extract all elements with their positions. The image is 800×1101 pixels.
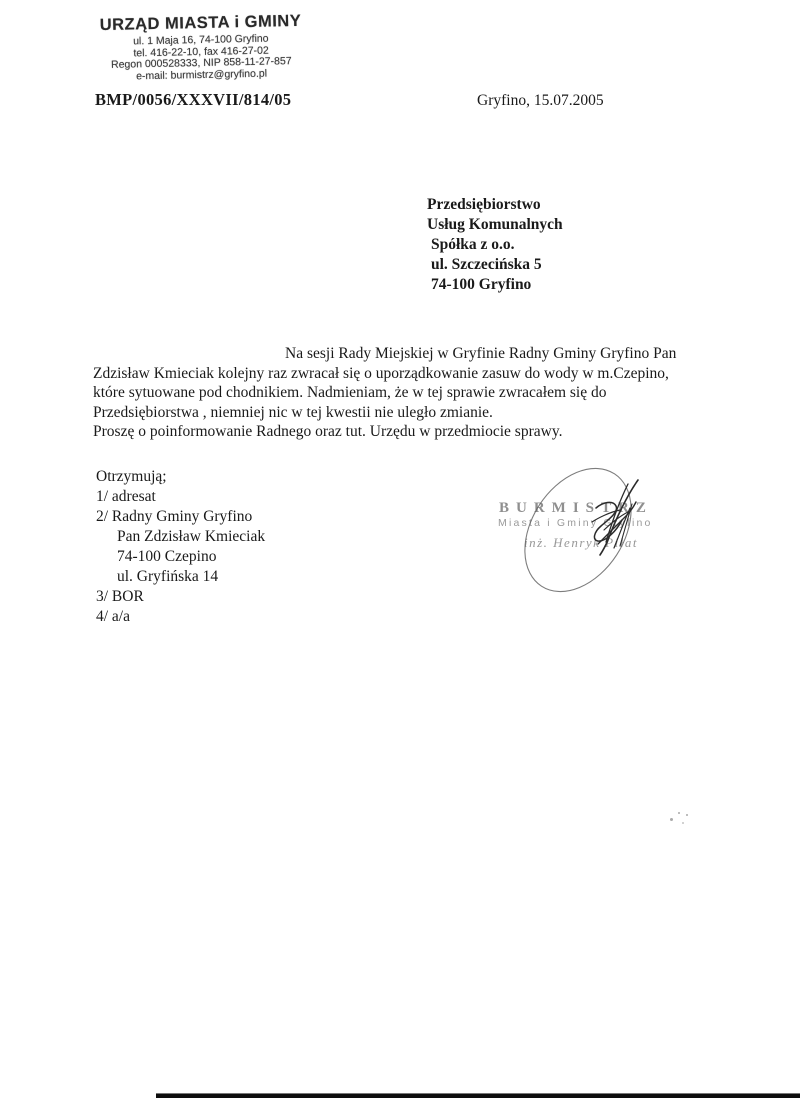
letterhead-email: e-mail: burmistrz@gryfino.pl <box>136 67 268 82</box>
stamp-subtitle: Miasta i Gminy Gryfino <box>498 517 653 529</box>
distribution-item: 74-100 Czepino <box>117 548 217 565</box>
recipient-address-block <box>427 195 563 295</box>
letterhead-phone-fax: tel. 416-22-10, fax 416-27-02 <box>133 44 269 59</box>
recipient-line: Przedsiębiorstwo <box>427 196 541 213</box>
letterhead-regon-nip: Regon 000528333, NIP 858-11-27-857 <box>110 55 292 71</box>
body-line: które sytuowane pod chodnikiem. Nadmieniam, że w tej sprawie zwracałem się do <box>93 384 607 401</box>
scan-artifact <box>668 808 708 830</box>
distribution-item: ul. Gryfińska 14 <box>117 568 219 585</box>
distribution-list <box>96 467 265 627</box>
recipient-line: ul. Szczecińska 5 <box>431 256 542 273</box>
recipient-line: Usług Komunalnych <box>427 216 563 233</box>
stamp-signer-name: inż. Henryk Piłat <box>524 535 638 550</box>
body-line: Przedsiębiorstwa , niemniej nic w tej kwestii nie uległo zmianie. <box>93 403 493 421</box>
letterhead-address: ul. 1 Maja 16, 74-100 Gryfino <box>133 32 269 48</box>
recipient-line: Spółka z o.o. <box>431 236 515 253</box>
body-line: Na sesji Rady Miejskiej w Gryfinie Radny Gminy Gryfino Pan <box>285 345 677 362</box>
bottom-scan-rule <box>156 1093 800 1098</box>
body-line: Zdzisław Kmieciak kolejny raz zwracał się o uporządkowanie zasuw do wody w m.Czepino, <box>93 364 669 382</box>
recipient-line: 74-100 Gryfino <box>431 276 532 293</box>
signature-area <box>470 460 700 605</box>
distribution-item: 3/ BOR <box>96 588 144 605</box>
place-and-date: Gryfino, 15.07.2005 <box>477 92 604 109</box>
distribution-header: Otrzymują; <box>96 468 167 485</box>
reference-number: BMP/0056/XXXVII/814/05 <box>95 90 292 109</box>
letterhead-office-name: URZĄD MIASTA i GMINY <box>99 11 302 35</box>
distribution-item: Pan Zdzisław Kmieciak <box>117 528 266 545</box>
letterhead-stamp <box>95 12 306 83</box>
distribution-item: 1/ adresat <box>96 488 156 505</box>
stamp-title: BURMISTRZ <box>499 500 653 516</box>
letter-body <box>93 344 709 442</box>
distribution-item: 4/ a/a <box>96 608 130 625</box>
handwritten-signature-icon <box>470 460 700 605</box>
distribution-item: 2/ Radny Gminy Gryfino <box>96 508 253 525</box>
body-line: Proszę o poinformowanie Radnego oraz tut. Urzędu w przedmiocie sprawy. <box>93 423 563 440</box>
